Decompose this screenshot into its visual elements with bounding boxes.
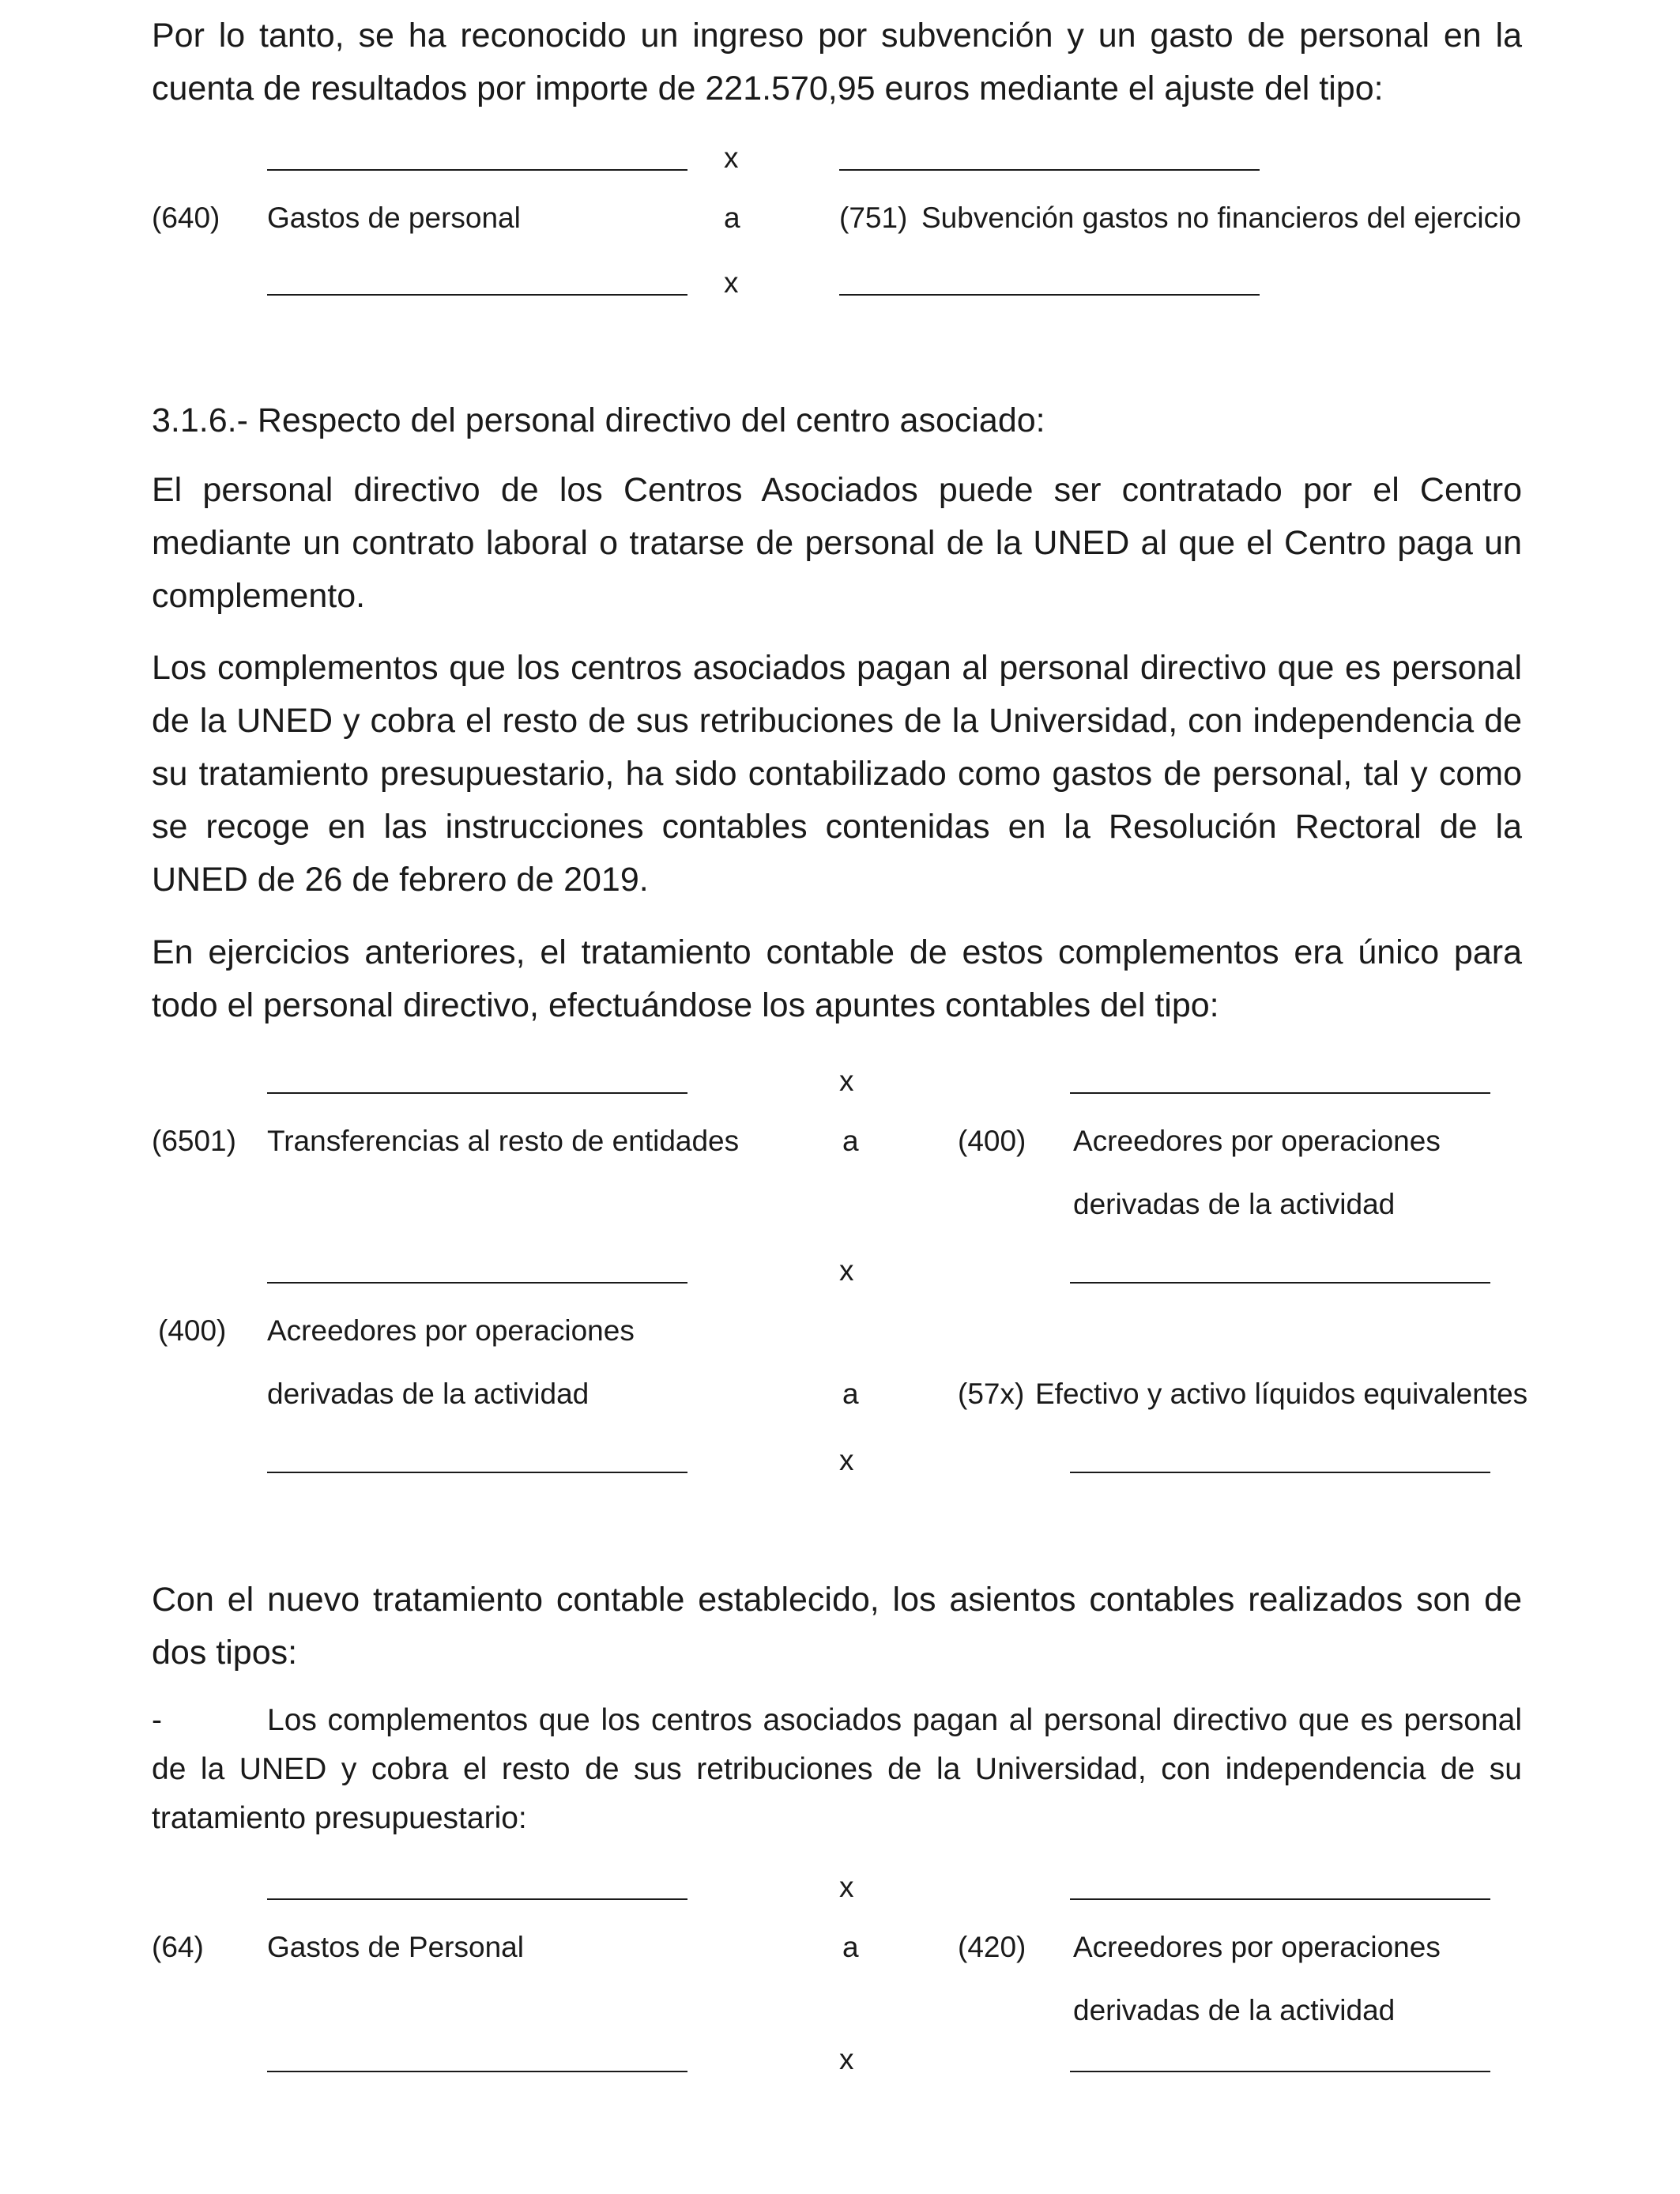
entry4-a: a (842, 1931, 859, 1963)
entry4-credit-name-line2: derivadas de la actividad (1073, 1994, 1396, 2026)
entry2-credit-name-line2: derivadas de la actividad (1073, 1188, 1396, 1220)
section-paragraph-3: En ejercicios anteriores, el tratamiento contable de estos complementos era único para todo el personal directivo, efectuándose los apuntes contables del tipo: (152, 933, 1522, 1024)
entry3-a: a (842, 1378, 859, 1410)
entry1-rule-right-top (839, 169, 1260, 171)
entry1-rule-left-top (267, 169, 687, 171)
entry4-credit-name-line1: Acreedores por operaciones (1073, 1931, 1441, 1963)
entry4-x-bottom: x (839, 2043, 854, 2075)
entry1-x-top: x (724, 141, 739, 174)
entry2-credit-name-line1: Acreedores por operaciones (1073, 1125, 1441, 1157)
entry1-rule-right-bottom (839, 294, 1260, 296)
entry1-debit-name: Gastos de personal (267, 202, 521, 234)
entry2-rule-left-top (267, 1092, 687, 1094)
entry3-x-bottom: x (839, 1444, 854, 1476)
entry1-rule-left-bottom (267, 294, 687, 296)
entry4-debit-code: (64) (152, 1931, 204, 1963)
entry1-credit-name: Subvención gastos no financieros del ejercicio (921, 202, 1521, 234)
section-paragraph-1: El personal directivo de los Centros Asociados puede ser contratado por el Centro mediante un contrato laboral o tratarse de personal de la UNED al que el Centro paga un complemento. (152, 471, 1522, 615)
section-heading: 3.1.6.- Respecto del personal directivo del centro asociado: (152, 401, 1045, 439)
bullet-dash: - (152, 1703, 162, 1737)
entry4-rule-left-bottom (267, 2071, 687, 2072)
entry3-rule-left-bottom (267, 1472, 687, 1473)
entry1-a: a (724, 202, 740, 234)
entry4-rule-left-top (267, 1898, 687, 1900)
entry4-debit-name: Gastos de Personal (267, 1931, 524, 1963)
entry2-rule-left-bottom (267, 1282, 687, 1284)
intro-paragraph: Por lo tanto, se ha reconocido un ingreso por subvención y un gasto de personal en la cuenta de resultados por importe de 221.570,95 euros mediante el ajuste del tipo: (152, 17, 1522, 107)
entry2-x-bottom: x (839, 1254, 854, 1287)
bullet-paragraph: Los complementos que los centros asociados pagan al personal directivo que es personal de la UNED y cobra el resto de sus retribuciones de la Universidad, con independencia de su tratamiento presupuestario: (152, 1703, 1522, 1835)
entry3-credit-name: Efectivo y activo líquidos equivalentes (1035, 1378, 1528, 1410)
entry2-rule-right-top (1070, 1092, 1490, 1094)
entry4-x-top: x (839, 1871, 854, 1903)
entry1-debit-code: (640) (152, 202, 220, 234)
entry3-debit-name-line2: derivadas de la actividad (267, 1378, 590, 1410)
new-treatment-paragraph: Con el nuevo tratamiento contable establecido, los asientos contables realizados son de dos tipos: (152, 1581, 1522, 1672)
entry4-rule-right-top (1070, 1898, 1490, 1900)
entry2-debit-name: Transferencias al resto de entidades (267, 1125, 740, 1157)
entry3-debit-code: (400) (158, 1314, 227, 1347)
entry3-credit-code: (57x) (958, 1378, 1025, 1410)
entry3-debit-name-line1: Acreedores por operaciones (267, 1314, 635, 1347)
entry3-rule-right-bottom (1070, 1472, 1490, 1473)
entry1-x-bottom: x (724, 266, 739, 299)
entry2-x-top: x (839, 1065, 854, 1097)
entry2-rule-right-bottom (1070, 1282, 1490, 1284)
entry4-rule-right-bottom (1070, 2071, 1490, 2072)
entry2-credit-code: (400) (958, 1125, 1026, 1157)
entry2-a: a (842, 1125, 859, 1157)
entry2-debit-code: (6501) (152, 1125, 236, 1157)
section-paragraph-2: Los complementos que los centros asociados pagan al personal directivo que es personal de la UNED y cobra el resto de sus retribuciones de la Universidad, con independencia de su tratamiento presupuestario, ha sido contabilizado como gastos de personal, tal y como se recoge en las instrucciones contables contenidas en la Resolución Rectoral de la UNED de 26 de febrero de 2019. (152, 649, 1522, 899)
entry1-credit-code: (751) (839, 202, 908, 234)
entry4-credit-code: (420) (958, 1931, 1026, 1963)
